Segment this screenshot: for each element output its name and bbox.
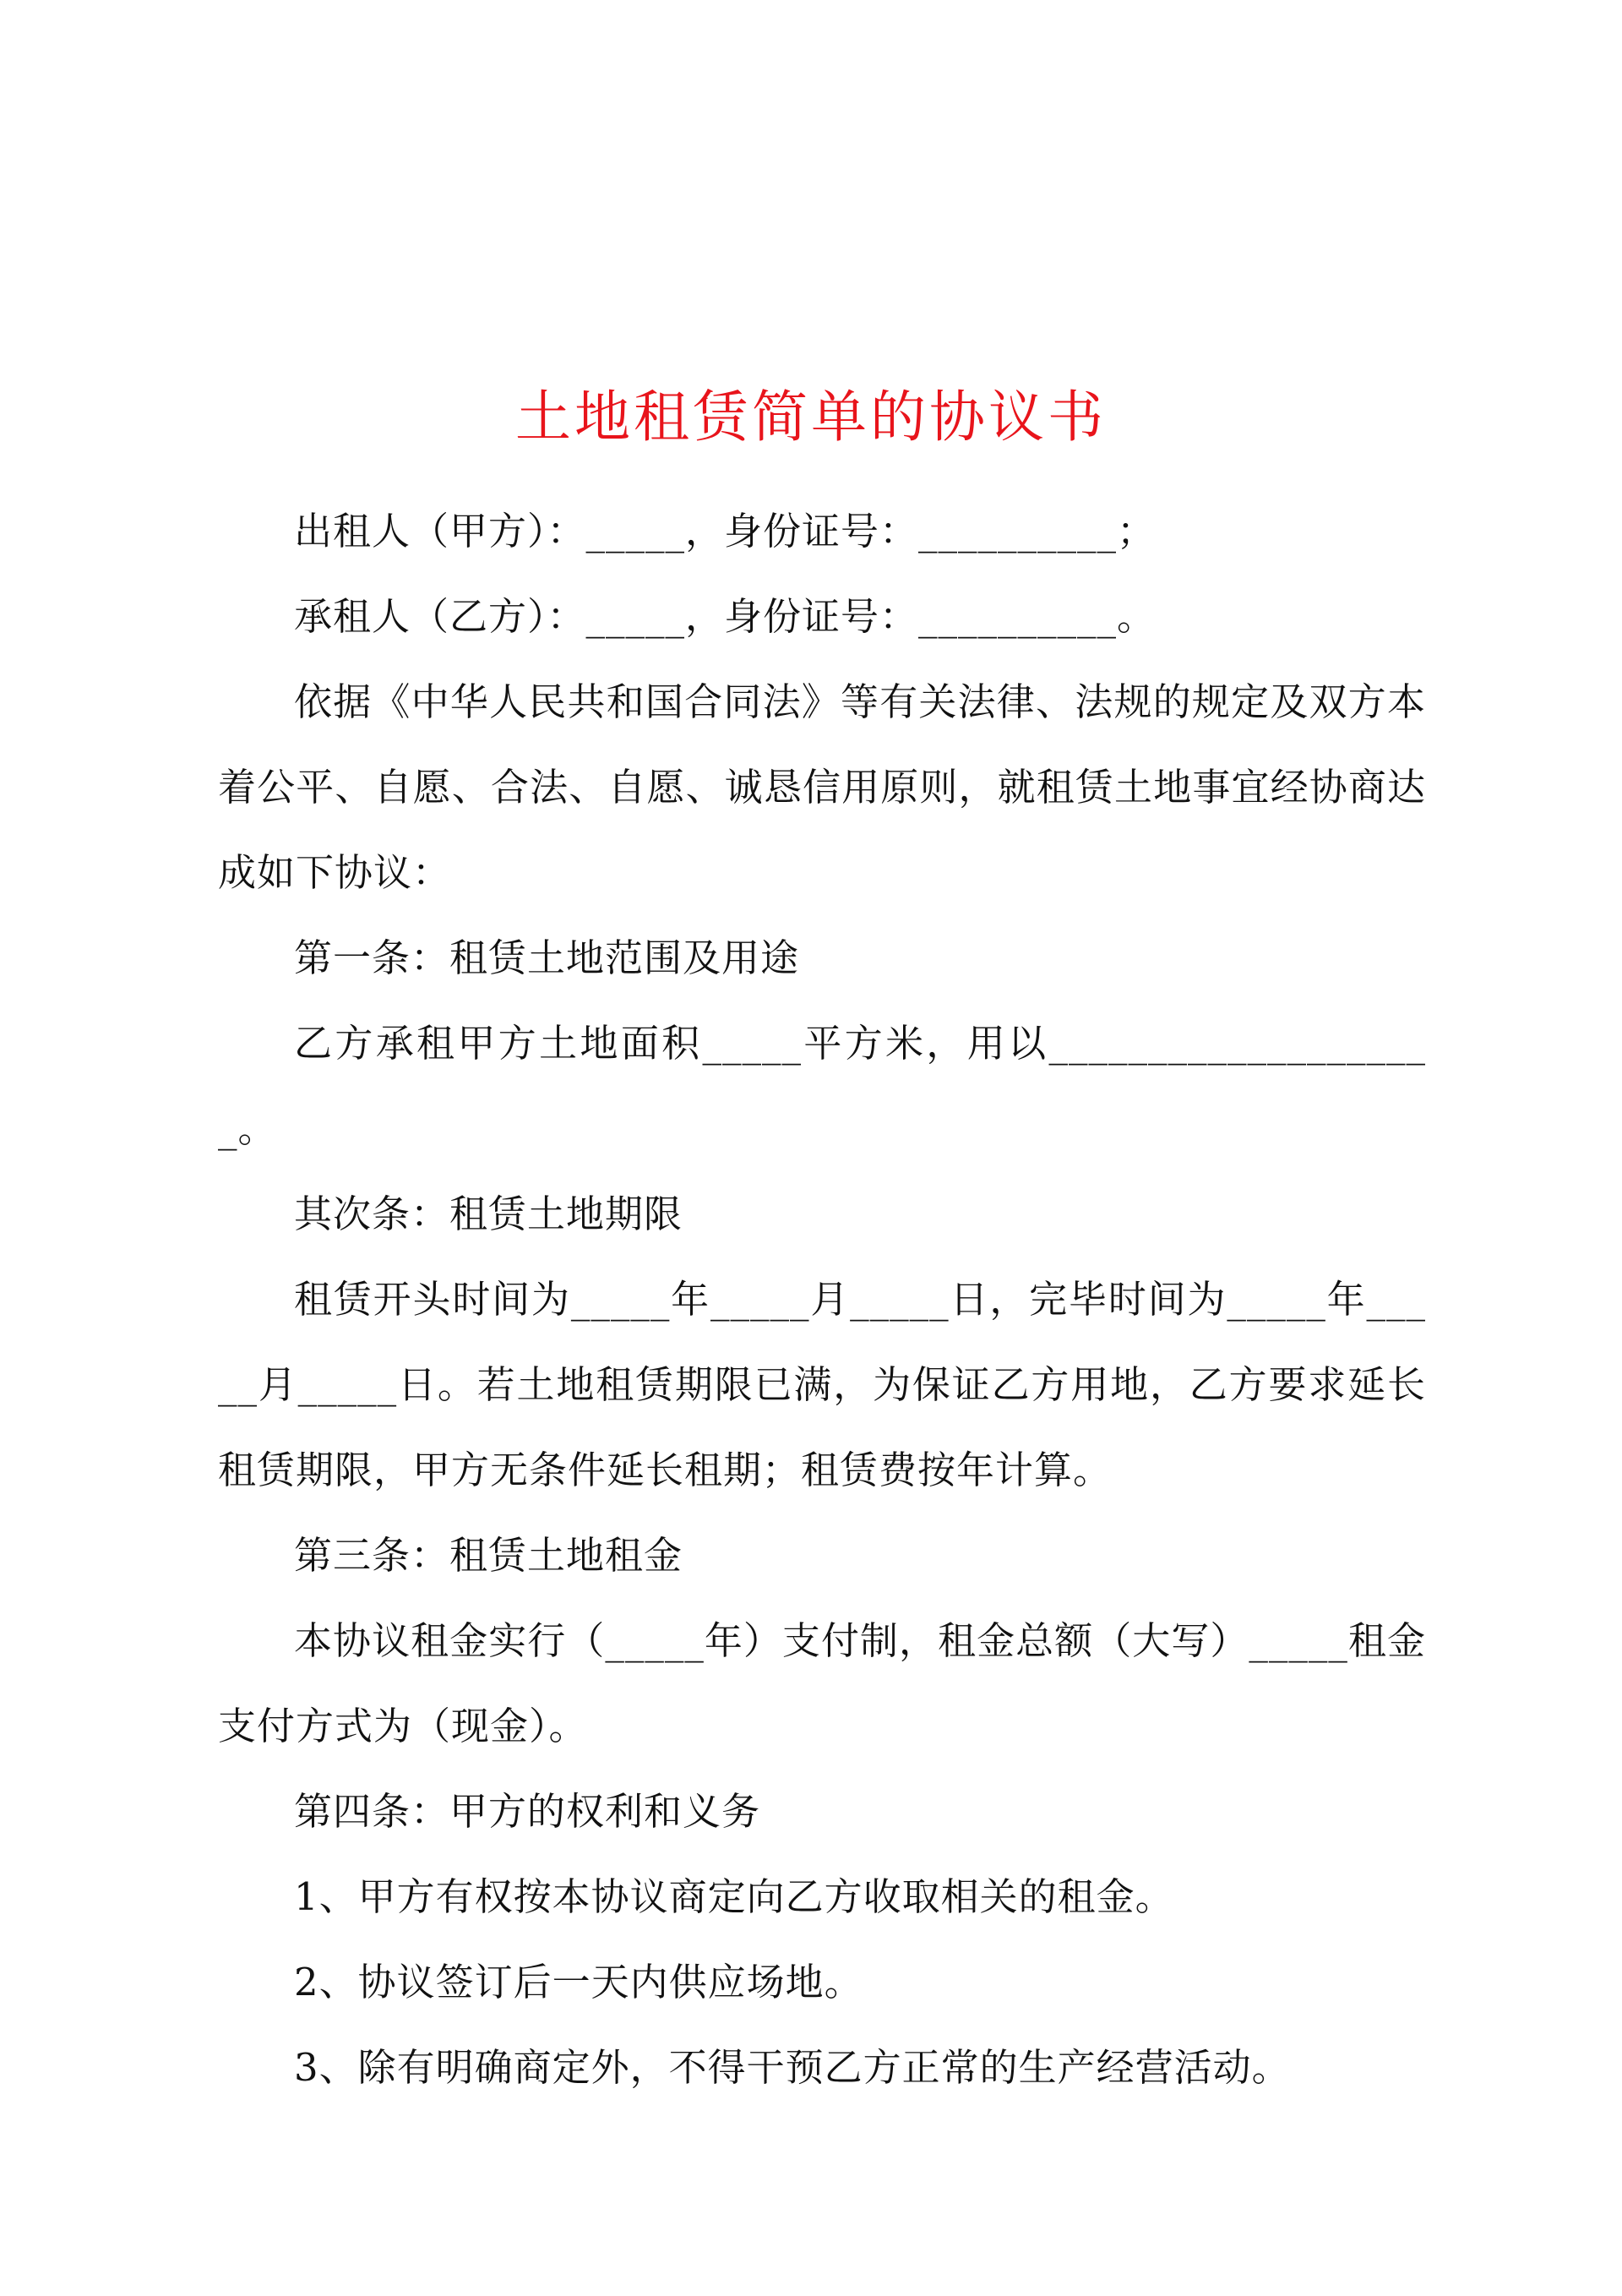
preamble-paragraph: 依据《中华人民共和国合同法》等有关法律、法规的规定及双方本着公平、自愿、合法、自愿、诚恳信用原则，就租赁土地事宜经协商达成如下协议：: [218, 679, 1426, 895]
document-title: 土地租赁简单的协议书: [515, 384, 1107, 450]
article-4-item-2: 2、协议签订后一天内供应场地。: [294, 1960, 863, 2004]
article-1-body: 乙方承租甲方土地面积_____平方米，用以____________________。: [218, 1021, 1426, 1151]
article-2-heading: 其次条：租赁土地期限: [294, 1192, 683, 1236]
lessee-line: 承租人（乙方）：_____，身份证号：__________。: [294, 594, 1157, 639]
article-4-item-3: 3、除有明确商定外，不得干预乙方正常的生产经营活动。: [294, 2045, 1291, 2090]
article-1-heading: 第一条：租赁土地范围及用途: [294, 935, 800, 980]
lessor-line: 出租人（甲方）：_____，身份证号：__________；: [294, 509, 1157, 554]
article-2-body: 租赁开头时间为_____年_____月_____日，完毕时间为_____年_____月_____日。若土地租赁期限已满，为保证乙方用地，乙方要求延长租赁期限，甲方无条件延长租期；租赁费按年计算。: [218, 1277, 1426, 1492]
article-4-heading: 第四条：甲方的权利和义务: [294, 1789, 761, 1834]
article-3-body: 本协议租金实行（_____年）支付制，租金总额（大写）_____租金支付方式为（现金）。: [218, 1618, 1426, 1748]
document-body: [218, 488, 1426, 2110]
article-4-item-1: 1、甲方有权按本协议商定向乙方收取相关的租金。: [294, 1874, 1174, 1919]
article-3-heading: 第三条：租赁土地租金: [294, 1533, 683, 1578]
